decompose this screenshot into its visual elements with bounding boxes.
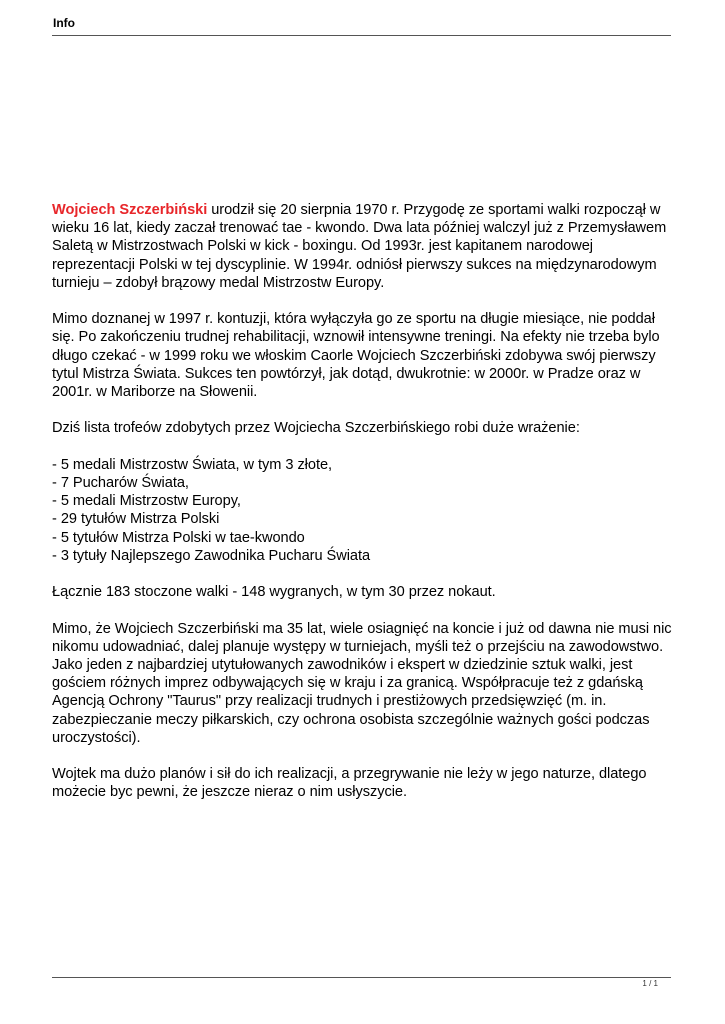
footer-divider (52, 977, 671, 978)
list-item: - 5 medali Mistrzostw Europy, (52, 493, 241, 510)
list-item: - 7 Pucharów Świata, (52, 475, 189, 491)
list-item: - 3 tytuły Najlepszego Zawodnika Pucharu Świata (52, 547, 371, 564)
page-header-title: Info (53, 16, 75, 30)
list-item: - 5 medali Mistrzostw Świata, w tym 3 złote, (52, 456, 333, 473)
paragraph-career: Mimo, że Wojciech Szczerbiński ma 35 lat, wiele osiagnięć na koncie i już od dawna nie musi nic nikomu udowadniać, dalej planuje występy w turniejach, myśli też o przejściu na zawodowstwo. Jako jeden z najbardziej utytułowanych zawodników i ekspert w dziedzinie sztuk walki, jest gościem różnych imprez odbywających się w kraju i za granicą. Współpracuje też z gdańską Agencją Ochrony "Taurus" przy realizacji trudnych i prestiżowych przedsięwzięć (m. in. zabezpieczanie meczy piłkarskich, czy ochrona osobista szczególnie ważnych gości podczas uroczystości). (52, 620, 672, 746)
paragraph-intro (52, 201, 674, 292)
paragraph-injury: Mimo doznanej w 1997 r. kontuzji, która wyłączyła go ze sportu na długie miesiące, nie poddał się. Po zakończeniu trudnej rehabilitacji, wznowił intensywne treningi. Na efekty nie trzeba bylo długo czekać - w 1999 roku we włoskim Caorle Wojciech Szczerbiński zdobywa swój pierwszy tytul Mistrza Świata. Sukces ten powtórzył, jak dotąd, dwukrotnie: w 2000r. w Pradze oraz w 2001r. w Mariborze na Słowenii. (52, 311, 660, 401)
paragraph-fight-stats: Łącznie 183 stoczone walki - 148 wygranych, w tym 30 przez nokaut. (52, 584, 496, 601)
paragraph-plans: Wojtek ma dużo planów i sił do ich realizacji, a przegrywanie nie leży w jego naturze, dlatego możecie byc pewni, że jeszcze nieraz o nim usłyszycie. (52, 766, 647, 801)
list-item: - 5 tytułów Mistrza Polski w tae-kwondo (52, 529, 305, 546)
person-name: Wojciech Szczerbiński (52, 202, 208, 218)
header-divider (52, 35, 671, 36)
paragraph-trophies-intro: Dziś lista trofeów zdobytych przez Wojciecha Szczerbińskiego robi duże wrażenie: (52, 420, 580, 437)
paragraph-intro-text: urodził się 20 sierpnia 1970 r. Przygodę ze sportami walki rozpoczął w wieku 16 lat, kiedy zaczał trenować tae - kwondo. Dwa lata później walczyl już z Przemysławem Saletą w Mistrzostwach Polski w kick - boxingu. Od 1993r. jest kapitanem narodowej reprezentacji Polski w tej dyscyplinie. W 1994r. odniósł pierwszy sukces na międzynarodowym turnieju – zdobył brązowy medal Mistrzostw Europy. (52, 202, 667, 291)
article-body (52, 201, 674, 820)
trophy-list (52, 456, 674, 565)
page-number: 1 / 1 (642, 979, 658, 988)
list-item: - 29 tytułów Mistrza Polski (52, 511, 220, 528)
